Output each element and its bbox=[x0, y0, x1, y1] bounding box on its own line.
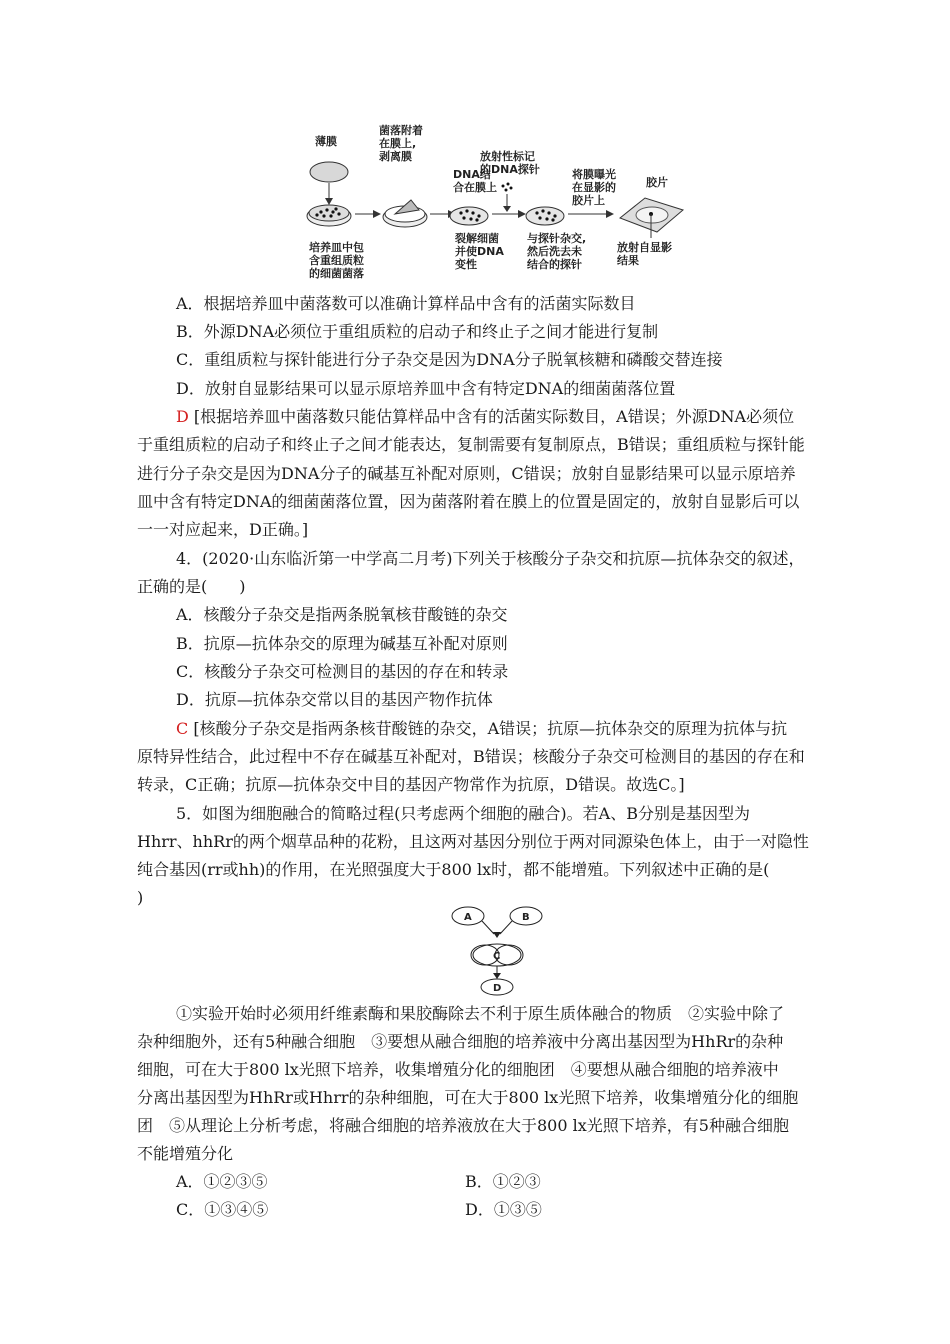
cell-b-label: B bbox=[522, 912, 530, 923]
q3-explanation-4: 皿中含有特定DNA的细菌菌落位置，因为菌落附着在膜上的位置是固定的，放射自显影后可以 bbox=[137, 492, 800, 511]
q4-option-a: A．核酸分子杂交是指两条脱氧核苷酸链的杂交 bbox=[176, 605, 508, 624]
cell-fusion-diagram bbox=[450, 902, 550, 998]
label-result: 放射自显影 结果 bbox=[617, 241, 672, 267]
label-hybrid: 与探针杂交, 然后洗去未 结合的探针 bbox=[527, 232, 587, 271]
label-expose: 将膜曝光 在显影的 胶片上 bbox=[572, 168, 616, 207]
q3-option-b: B．外源DNA必须位于重组质粒的启动子和终止子之间才能进行复制 bbox=[176, 322, 659, 341]
membrane-dna-icon bbox=[450, 207, 488, 225]
q5-statement-4: 分离出基因型为HhRr或Hhrr的杂种细胞，可在大于800 lx光照下培养，收集增殖分化的细胞 bbox=[137, 1088, 799, 1107]
q5-stem-4: ) bbox=[137, 888, 144, 907]
cell-d-label: D bbox=[493, 983, 502, 994]
label-dna-bind: DNA结 合在膜上 bbox=[453, 168, 497, 194]
hybridized-membrane-icon bbox=[526, 207, 564, 225]
label-lyse: 裂解细菌 并使DNA 变性 bbox=[455, 232, 504, 271]
q3-option-a: A．根据培养皿中菌落数可以准确计算样品中含有的活菌实际数目 bbox=[176, 294, 636, 313]
q5-statement-5: 团 ⑤从理论上分析考虑，将融合细胞的培养液放在大于800 lx光照下培养，有5种融合细胞 bbox=[137, 1116, 789, 1135]
probe-icon bbox=[502, 183, 513, 213]
q3-option-c: C．重组质粒与探针能进行分子杂交是因为DNA分子脱氧核糖和磷酸交替连接 bbox=[176, 350, 723, 369]
q3-explanation-2: 于重组质粒的启动子和终止子之间才能表达，复制需要有复制原点，B错误；重组质粒与探针能 bbox=[137, 435, 805, 454]
label-film-sheet: 胶片 bbox=[646, 176, 668, 189]
cell-c-label: C bbox=[493, 951, 501, 962]
q3-explanation-1: [根据培养皿中菌落数只能估算样品中含有的活菌实际数目，A错误；外源DNA必须位 bbox=[193, 407, 795, 426]
x-ray-film-icon bbox=[620, 198, 683, 238]
q4-stem-2: 正确的是( ) bbox=[137, 577, 246, 596]
q4-explanation-2: 原特异性结合，此过程中不存在碱基互补配对，B错误；核酸分子杂交可检测目的基因的存在和 bbox=[137, 747, 805, 766]
culture-dish-icon bbox=[307, 205, 351, 226]
q3-answer-line bbox=[176, 407, 794, 427]
q4-option-b: B．抗原—抗体杂交的原理为碱基互补配对原则 bbox=[176, 634, 508, 653]
q5-option-d: D．①③⑤ bbox=[465, 1200, 542, 1219]
q5-stem-2: Hhrr、hhRr的两个烟草品种的花粉，且这两对基因分别位于两对同源染色体上，由于一对隐性 bbox=[137, 832, 809, 851]
q4-option-d: D．抗原—抗体杂交常以目的基因产物作抗体 bbox=[176, 690, 493, 709]
q5-statement-6: 不能增殖分化 bbox=[137, 1144, 234, 1163]
colony-hybridization-diagram bbox=[295, 120, 695, 290]
label-dish: 培养皿中包 含重组质粒 的细菌菌落 bbox=[309, 241, 364, 280]
q5-statement-3: 细胞，可在大于800 lx光照下培养，收集增殖分化的细胞团 ④要想从融合细胞的培养液中 bbox=[137, 1060, 779, 1079]
q5-option-b: B．①②③ bbox=[465, 1172, 541, 1191]
q4-answer-line bbox=[176, 719, 787, 739]
q4-option-c: C．核酸分子杂交可检测目的基因的存在和转录 bbox=[176, 662, 509, 681]
label-colony-attach: 菌落附着 在膜上, 剥离膜 bbox=[379, 124, 423, 163]
q5-option-a: A．①②③⑤ bbox=[176, 1172, 268, 1191]
q5-statement-1: ①实验开始时必须用纤维素酶和果胶酶除去不利于原生质体融合的物质 ②实验中除了 bbox=[176, 1004, 785, 1023]
peel-membrane-icon bbox=[383, 200, 427, 227]
film-oval bbox=[310, 162, 348, 182]
q3-answer-letter: D bbox=[176, 407, 189, 426]
q4-explanation-1: [核酸分子杂交是指两条核苷酸链的杂交，A错误；抗原—抗体杂交的原理为抗体与抗 bbox=[193, 719, 788, 738]
q3-explanation-3: 进行分子杂交是因为DNA分子的碱基互补配对原则，C错误；放射自显影结果可以显示原培养 bbox=[137, 464, 796, 483]
q3-option-d: D．放射自显影结果可以显示原培养皿中含有特定DNA的细菌菌落位置 bbox=[176, 379, 676, 398]
cell-a-label: A bbox=[464, 912, 472, 923]
q4-explanation-3: 转录，C正确；抗原—抗体杂交中目的基因产物常作为抗原，D错误。故选C。] bbox=[137, 775, 685, 794]
label-film: 薄膜 bbox=[315, 135, 337, 148]
q4-stem-1: 4．(2020·山东临沂第一中学高二月考)下列关于核酸分子杂交和抗原—抗体杂交的叙述， bbox=[176, 549, 805, 568]
q5-stem-1: 5．如图为细胞融合的简略过程(只考虑两个细胞的融合)。若A、B分别是基因型为 bbox=[176, 804, 750, 823]
q5-stem-3: 纯合基因(rr或hh)的作用，在光照强度大于800 lx时，都不能增殖。下列叙述中正确的是( bbox=[137, 860, 770, 879]
q5-option-c: C．①③④⑤ bbox=[176, 1200, 269, 1219]
q3-explanation-5: 一一对应起来，D正确。] bbox=[137, 520, 309, 539]
label-probe: 放射性标记 的DNA探针 bbox=[480, 150, 540, 176]
q5-statement-2: 杂种细胞外，还有5种融合细胞 ③要想从融合细胞的培养液中分离出基因型为HhRr的杂种 bbox=[137, 1032, 784, 1051]
q4-answer-letter: C bbox=[176, 719, 189, 738]
